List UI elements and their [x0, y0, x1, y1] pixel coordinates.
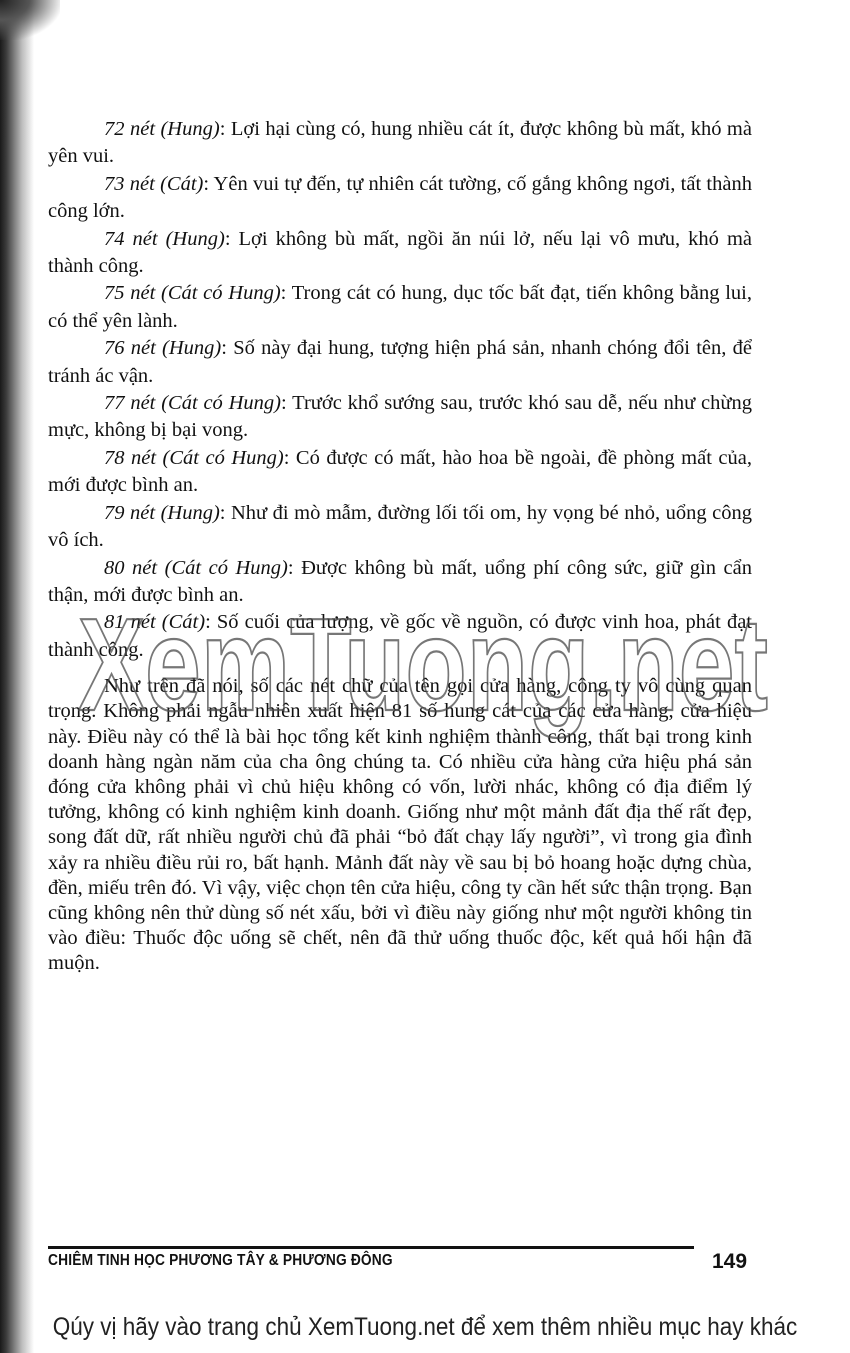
- watermark-text: XemTuong.net: [78, 598, 768, 738]
- entry-lead: 79 nét (Hung): [104, 501, 220, 524]
- page-body: [48, 116, 752, 977]
- entry-text: : Trong cát có hung, dục tốc bất đạt, tiến không bằng lui, có thể yên lành.: [48, 282, 752, 332]
- entry-80: [48, 555, 752, 610]
- site-promo-note: Qúy vị hãy vào trang chủ XemTuong.net để xem thêm nhiều mục hay khác: [52, 1313, 798, 1341]
- running-footer-title: CHIÊM TINH HỌC PHƯƠNG TÂY & PHƯƠNG ĐÔNG: [48, 1252, 393, 1269]
- entry-76: [48, 335, 752, 390]
- body-paragraph: Như trên đã nói, số các nét chữ của tên gọi cửa hàng, công ty vô cùng quan trọng. Không phải ngẫu nhiên xuất hiện 81 số hung cát của các cửa hàng, cửa hiệu này. Điều này có thể là bài học tổng kết kinh nghiệm thành công, thất bại trong kinh doanh hàng ngàn năm của cha ông chúng ta. Có nhiều cửa hàng cửa hiệu phá sản đóng cửa không phải vì chủ hiệu không có vốn, lười nhác, không có địa điểm lý tưởng, không có kinh nghiệm kinh doanh. Giống như một mảnh đất địa thế rất đẹp, song đất dữ, rất nhiều người chủ đã phải “bỏ đất chạy lấy người”, vì trong gia đình xảy ra nhiều điều rủi ro, bất hạnh. Mảnh đất này về sau bị bỏ hoang hoặc dựng chùa, đền, miếu trên đó. Vì vậy, việc chọn tên cửa hiệu, công ty cần hết sức thận trọng. Bạn cũng không nên thử dùng số nét xấu, bởi vì điều này giống như một người không tin vào điều: Thuốc độc uống sẽ chết, nên đã thử uống thuốc độc, kết quả hối hận đã muộn.: [48, 675, 752, 975]
- entry-text: : Yên vui tự đến, tự nhiên cát tường, cố gắng không ngơi, tất thành công lớn.: [48, 172, 752, 223]
- entry-81: [48, 609, 752, 664]
- entry-73: [48, 171, 752, 226]
- page-number: 149: [712, 1250, 748, 1273]
- entry-text: : Lợi hại cùng có, hung nhiều cát ít, được không bù mất, khó mà yên vui.: [48, 118, 752, 168]
- page-corner-shadow: [0, 0, 60, 40]
- entry-text: : Trước khổ sướng sau, trước khó sau dễ, nếu như chừng mực, không bị bại vong.: [48, 392, 752, 442]
- entry-72: [48, 116, 752, 171]
- entry-text: : Số này đại hung, tượng hiện phá sản, nhanh chóng đổi tên, để tránh ác vận.: [48, 337, 752, 387]
- entry-79: [48, 500, 752, 555]
- entry-lead: 77 nét (Cát có Hung): [104, 392, 282, 415]
- entry-text: : Như đi mò mẫm, đường lối tối om, hy vọng bé nhỏ, uổng công vô ích.: [48, 501, 752, 552]
- entry-text: : Có được có mất, hào hoa bề ngoài, đề phòng mất của, mới được bình an.: [48, 446, 752, 497]
- entry-lead: 81 nét (Cát): [104, 611, 206, 634]
- entry-lead: 72 nét (Hung): [104, 118, 220, 140]
- entry-lead: 75 nét (Cát có Hung): [104, 282, 281, 305]
- footer-rule: [48, 1246, 694, 1249]
- entry-lead: 76 nét (Hung): [104, 337, 222, 360]
- entry-text: : Được không bù mất, uổng phí công sức, giữ gìn cẩn thận, mới được bình an.: [48, 556, 752, 606]
- page-binding-shadow: [0, 0, 34, 1353]
- entry-lead: 73 nét (Cát): [104, 172, 204, 195]
- entry-74: [48, 226, 752, 281]
- entry-text: : Số cuối của lượng, về gốc về nguồn, có được vinh hoa, phát đạt thành công.: [48, 611, 752, 661]
- entry-78: [48, 445, 752, 500]
- entry-75: [48, 280, 752, 335]
- entry-lead: 78 nét (Cát có Hung): [104, 446, 284, 469]
- entry-text: : Lợi không bù mất, ngồi ăn núi lở, nếu lại vô mưu, khó mà thành công.: [48, 227, 752, 278]
- entry-lead: 74 nét (Hung): [104, 227, 225, 250]
- entry-77: [48, 390, 752, 445]
- entry-lead: 80 nét (Cát có Hung): [104, 556, 288, 579]
